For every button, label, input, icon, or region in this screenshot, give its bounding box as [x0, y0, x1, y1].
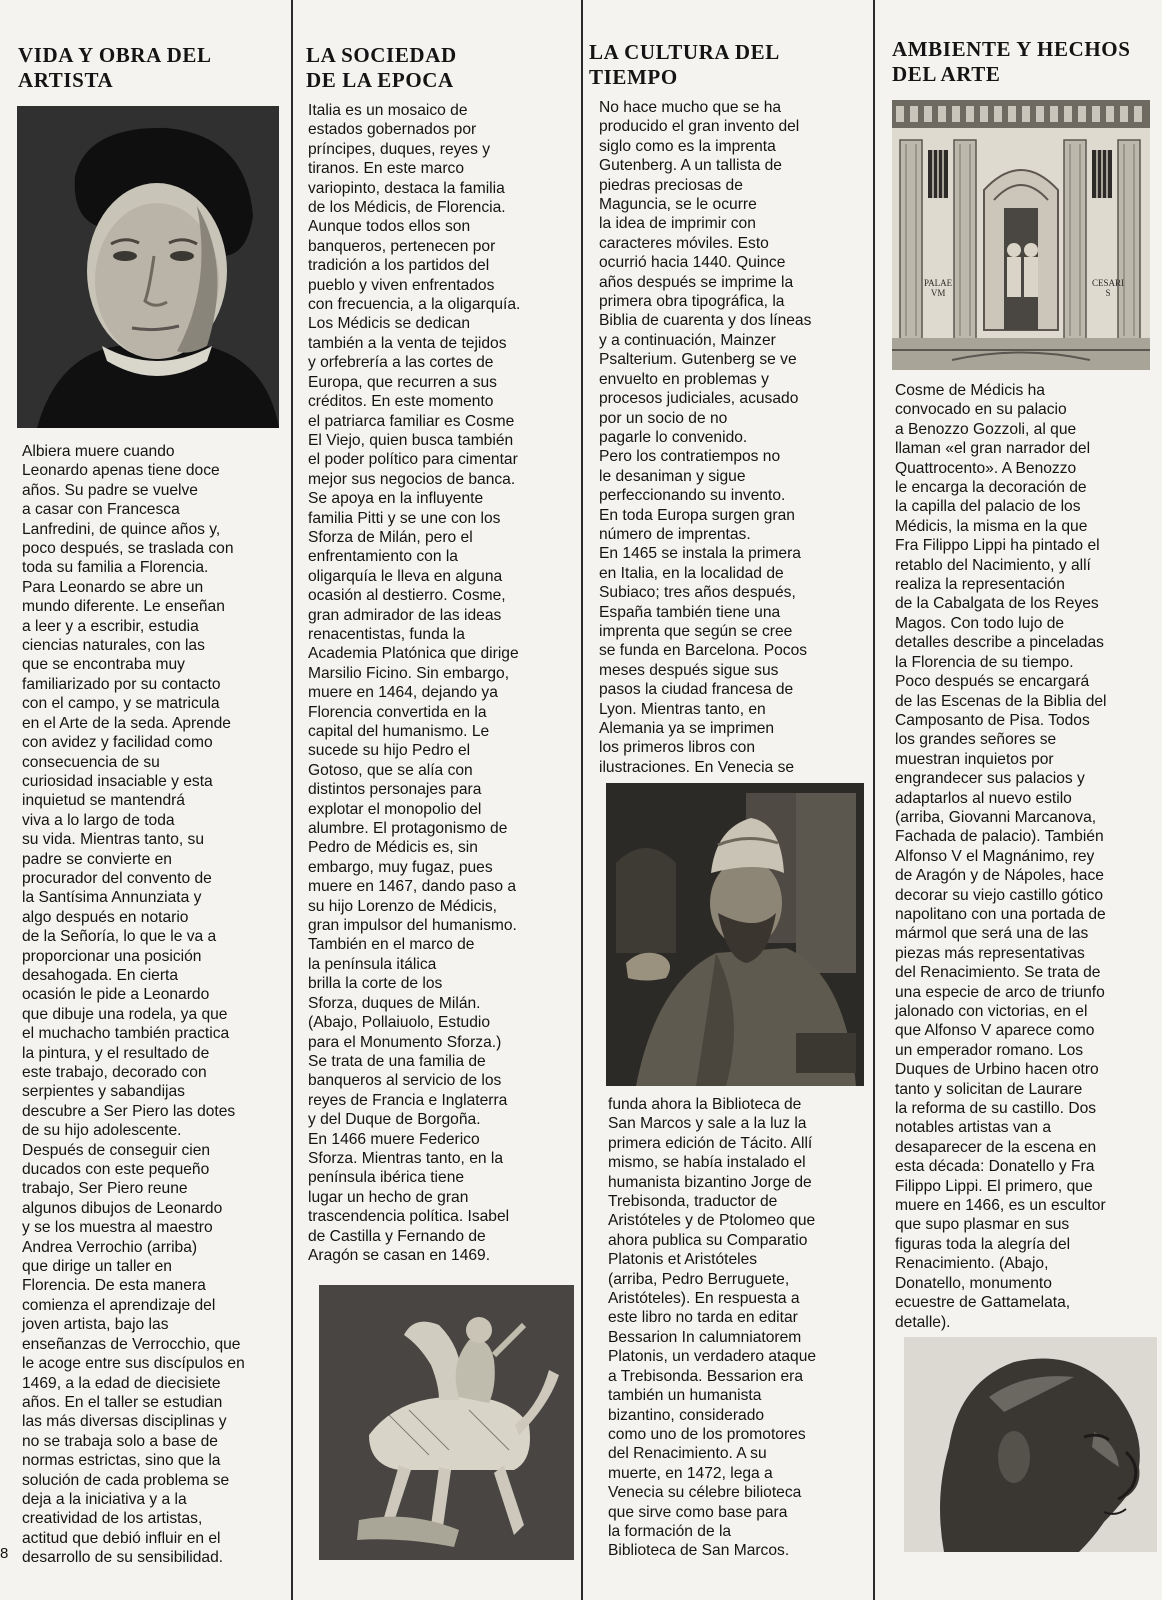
column-heading-cultura: LA CULTURA DEL TIEMPO	[589, 40, 780, 89]
article-text-ambiente: Cosme de Médicis ha convocado en su palacio a Benozzo Gozzoli, al que llaman «el gran narrador del Quattrocento». A Benozzo le encarga la decoración de la capilla del palacio de los Médicis, la misma en la que Fra Filippo Lippi ha pintado el retablo del Nacimiento, y allí realiza la representación de la Cabalgata de los Reyes Magos. Con todo lujo de detalles describe a pinceladas la Florencia de su tiempo. Poco después se encargará de las Escenas de la Biblia del Camposanto de Pisa. Todos los grandes señores se muestran inquietos por engrandecer sus palacios y adaptarlos al nuevo estilo (arriba, Giovanni Marcanova, Fachada de palacio). También Alfonso V el Magnánimo, rey de Aragón y de Nápoles, hace decorar su viejo castillo gótico napolitano con una portada de mármol que será una de las piezas más representativas del Renacimiento. Se trata de una especie de arco de triunfo jalonado con victorias, en el que Alfonso V aparece como un emperador romano. Los Duques de Urbino hacen otro tanto y solicitan de Laurare la reforma de su castillo. Dos notables artistas van a desaparecer de la escena en esta década: Donatello y Fra Filippo Lippi. El primero, que muere en 1466, es un escultor que supo plasmar en sus figuras toda la alegría del Renacimiento. (Abajo, Donatello, monumento ecuestre de Gattamelata, detalle).	[895, 382, 1107, 1331]
palace-facade-image	[892, 100, 1150, 370]
article-text-cultura-top: No hace mucho que se ha producido el gran invento del siglo como es la imprenta Gutenberg. A un tallista de piedras preciosas de Maguncia, se le ocurre la idea de imprimir con caracteres móviles. Esto ocurrió hacia 1440. Quince años después se imprime la primera obra tipográfica, la Biblia de cuarenta y dos líneas y a continuación, Mainzer Psalterium. Gutenberg se ve envuelto en problemas y procesos judiciales, acusado por un socio de no pagarle lo convenido. Pero los contratiempos no le desaniman y sigue perfeccionando su invento. En toda Europa surgen gran número de imprentas. En 1465 se instala la primera en Italia, en la localidad de Subiaco; tres años después, España también tiene una imprenta que según se cree se funda en Barcelona. Pocos meses después sigue sus pasos la ciudad francesa de Lyon. Mientras tanto, en Alemania ya se imprimen los primeros libros con ilustraciones. En Venecia se	[599, 99, 812, 776]
page-number: 8	[0, 1545, 9, 1562]
column-heading-vida: VIDA Y OBRA DEL ARTISTA	[18, 43, 212, 92]
portrait-verrocchio-image	[17, 106, 279, 428]
aristoteles-painting-image	[606, 783, 864, 1086]
palace-label-right: CESARI S	[1092, 278, 1125, 298]
gattamelata-bust-image	[904, 1337, 1157, 1552]
column-rule	[873, 0, 875, 1600]
column-heading-sociedad: LA SOCIEDAD DE LA EPOCA	[306, 43, 457, 92]
article-text-sociedad: Italia es un mosaico de estados gobernados por príncipes, duques, reyes y tiranos. En este marco variopinto, destaca la familia de los Médicis, de Florencia. Aunque todos ellos son banqueros, pertenecen por tradición a los partidos del pueblo y viven enfrentados con frecuencia, a la oligarquía. Los Médicis se dedican también a la venta de tejidos y orfebrería a las cortes de Europa, que recurren a sus créditos. En este momento el patriarca familiar es Cosme El Viejo, quien busca también el poder político para cimentar mejor sus negocios de banca. Se apoya en la influyente familia Pitti y se une con los Sforza de Milán, pero el enfrentamiento con la oligarquía le lleva en alguna ocasión al destierro. Cosme, gran admirador de las ideas renacentistas, funda la Academia Platónica que dirige Marsilio Ficino. Sin embargo, muere en 1464, dejando ya Florencia convertida en la capital del humanismo. Le sucede su hijo Pedro el Gotoso, que se alía con distintos personajes para explotar el monopolio del alumbre. El protagonismo de Pedro de Médicis es, sin embargo, muy fugaz, pues muere en 1467, dando paso a su hijo Lorenzo de Médicis, gran impulsor del humanismo. También en el marco de la península itálica brilla la corte de los Sforza, duques de Milán. (Abajo, Pollaiuolo, Estudio para el Monumento Sforza.) Se trata de una familia de banqueros al servicio de los reyes de Francia e Inglaterra y del Duque de Borgoña. En 1466 muere Federico Sforza. Mientras tanto, en la península ibérica tiene lugar un hecho de gran trascendencia política. Isabel de Castilla y Fernando de Aragón se casan en 1469.	[308, 102, 521, 1264]
column-rule	[291, 0, 293, 1600]
sforza-monument-study-image	[319, 1285, 574, 1560]
article-text-cultura-bottom: funda ahora la Biblioteca de San Marcos y sale a la luz la primera edición de Tácito. Allí mismo, se había instalado el humanista bizantino Jorge de Trebisonda, traductor de Aristóteles y de Ptolomeo que ahora publica su Comparatio Platonis et Aristóteles (arriba, Pedro Berruguete, Aristóteles). En respuesta a este libro no tarda en editar Bessarion In calumniatorem Platonis, un verdadero ataque a Trebisonda. Bessarion era también un humanista bizantino, considerado como uno de los promotores del Renacimiento. A su muerte, en 1472, lega a Venecia su célebre bilioteca que sirve como base para la formación de la Biblioteca de San Marcos.	[608, 1096, 817, 1560]
column-heading-ambiente: AMBIENTE Y HECHOS DEL ARTE	[892, 37, 1131, 86]
article-text-vida: Albiera muere cuando Leonardo apenas tiene doce años. Su padre se vuelve a casar con Francesca Lanfredini, de quince años y, poco después, se traslada con toda su familia a Florencia. Para Leonardo se abre un mundo diferente. Le enseñan a leer y a escribir, estudia ciencias naturales, con las que se encontraba muy familiarizado por su contacto con el campo, y se matricula en el Arte de la seda. Aprende con avidez y facilidad como consecuencia de su curiosidad insaciable y esta inquietud se mantendrá viva a lo largo de toda su vida. Mientras tanto, su padre se convierte en procurador del convento de la Santísima Annunziata y algo después en notario de la Señoría, lo que le va a proporcionar una posición desahogada. En cierta ocasión le pide a Leonardo que dibuje una rodela, ya que el muchacho también practica la pintura, y el resultado de este trabajo, decorado con serpientes y sabandijas descubre a Ser Piero las dotes de su hijo adolescente. Después de conseguir cien ducados con este pequeño trabajo, Ser Piero reune algunos dibujos de Leonardo y se los muestra al maestro Andrea Verrochio (arriba) que dirige un taller en Florencia. De esta manera comienza el aprendizaje del joven artista, bajo las enseñanzas de Verrocchio, que le acoge entre sus discípulos en 1469, a la edad de diecisiete años. En el taller se estudian las más diversas disciplinas y no se trabaja solo a base de normas estrictas, sino que la solución de cada problema se deja a la iniciativa y a la creatividad de los artistas, actitud que debió influir en el desarrollo de su sensibilidad.	[22, 443, 245, 1567]
column-rule	[581, 0, 583, 1600]
palace-label-left: PALAE VM	[924, 278, 953, 298]
